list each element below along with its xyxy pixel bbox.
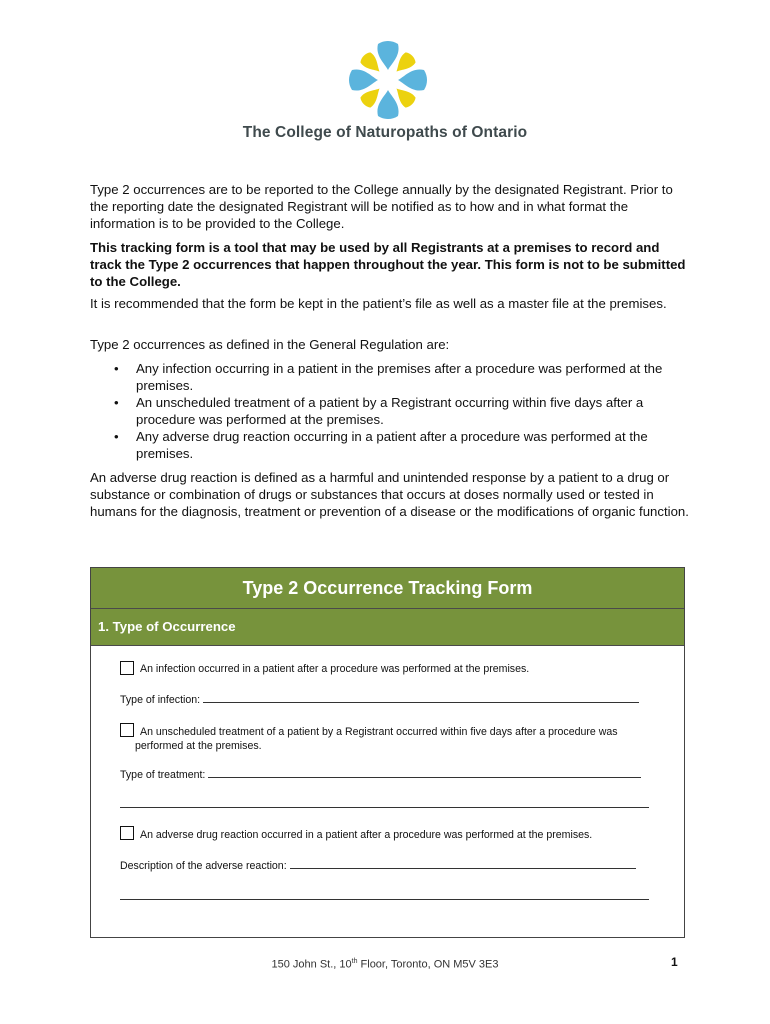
type-of-infection-row	[120, 692, 639, 707]
bullet-item: • An unscheduled treatment of a patient by a Registrant occurring within five days after a procedure was performed at the premises.	[112, 394, 687, 428]
adverse-continuation-line[interactable]	[120, 899, 649, 900]
tracking-form	[90, 567, 685, 938]
intro-paragraph-1: Type 2 occurrences are to be reported to the College annually by the designated Registrant. Prior to the reporting date the designated Registrant will be notified as to how and in what format the information is to be provided to the College.	[90, 182, 673, 231]
adverse-reaction-checkbox[interactable]	[120, 826, 134, 840]
page-number: 1	[671, 955, 678, 969]
treatment-checkbox[interactable]	[120, 723, 134, 737]
type-of-treatment-row	[120, 767, 641, 782]
treatment-continuation-line[interactable]	[120, 807, 649, 808]
type-of-infection-field[interactable]	[203, 692, 639, 703]
form-title: Type 2 Occurrence Tracking Form	[91, 568, 684, 609]
adverse-reaction-description-field[interactable]	[290, 858, 636, 869]
adverse-reaction-description-row	[120, 858, 636, 873]
type-of-treatment-label: Type of treatment:	[120, 769, 206, 781]
infection-checkbox[interactable]	[120, 661, 134, 675]
treatment-option-label: An unscheduled treatment of a patient by a Registrant occurred within five days after a procedure was performed at the premises.	[135, 726, 618, 752]
adverse-reaction-description-label: Description of the adverse reaction:	[120, 860, 287, 872]
leaf-blue-2	[398, 69, 427, 90]
adverse-reaction-option-label: An adverse drug reaction occurred in a patient after a procedure was performed at the premises.	[140, 829, 593, 841]
section-type-of-occurrence: 1. Type of Occurrence	[91, 609, 684, 646]
org-name: The College of Naturopaths of Ontario	[242, 124, 528, 141]
footer-address: 150 John St., 10th Floor, Toronto, ON M5V 3E3	[271, 958, 499, 971]
bullet-item: • Any infection occurring in a patient in the premises after a procedure was performed at the premises.	[112, 360, 687, 394]
occurrence-bullet-list	[112, 360, 687, 462]
type-of-treatment-field[interactable]	[208, 767, 641, 778]
leaf-blue-4	[349, 69, 378, 90]
leaf-blue-1	[377, 41, 398, 70]
bullet-item: • Any adverse drug reaction occurring in a patient after a procedure was performed at the premises.	[112, 428, 687, 462]
intro-paragraph-bold: This tracking form is a tool that may be used by all Registrants at a premises to record and track the Type 2 occurrences that happen throughout the year. This form is not to be submitted to the College.	[90, 240, 686, 289]
infection-option-label: An infection occurred in a patient after a procedure was performed at the premises.	[140, 663, 530, 675]
intro-paragraph-4: Type 2 occurrences as defined in the General Regulation are:	[90, 337, 450, 352]
college-logo	[346, 38, 430, 122]
intro-paragraph-5: An adverse drug reaction is defined as a harmful and unintended response by a patient to a drug or substance or combination of drugs or substances that occurs at doses normally used or tested in humans for the diagnosis, treatment or prevention of a disease or the modifications of organic function.	[90, 470, 689, 519]
intro-paragraph-3: It is recommended that the form be kept in the patient’s file as well as a master file at the premises.	[90, 296, 667, 311]
type-of-infection-label: Type of infection:	[120, 694, 201, 706]
leaf-blue-3	[377, 90, 398, 119]
